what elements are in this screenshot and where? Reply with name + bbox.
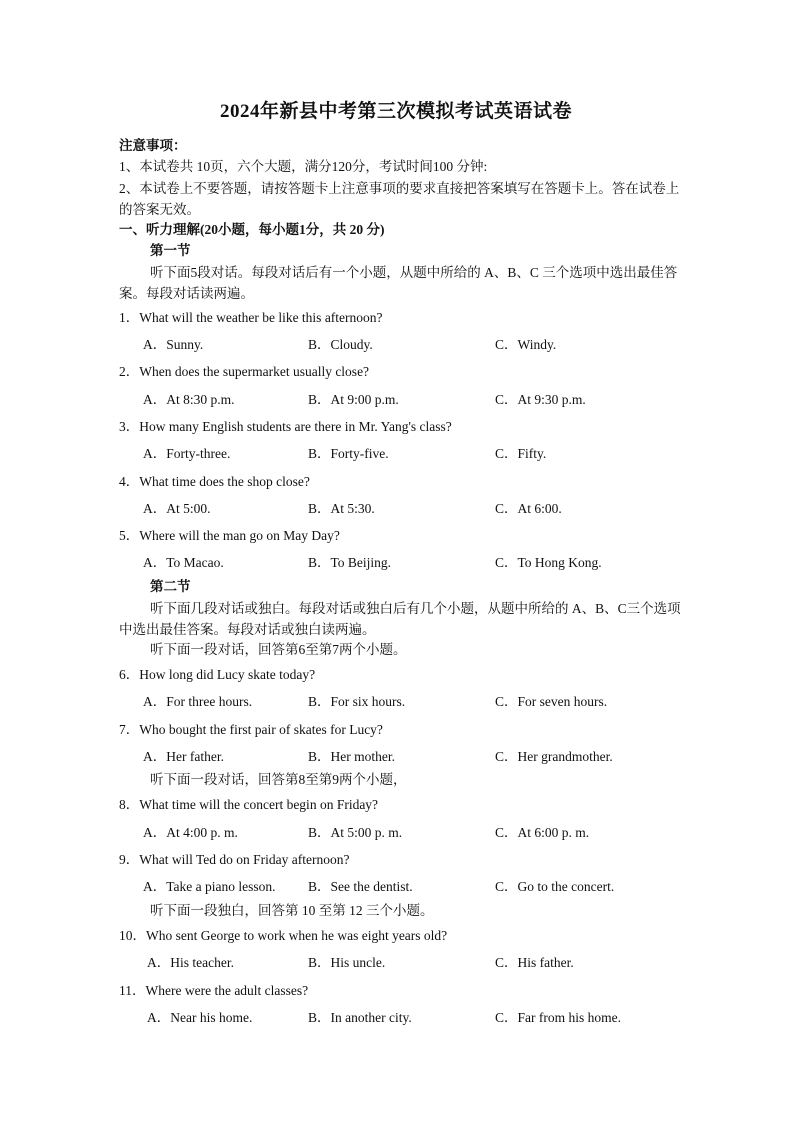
option-b: B．Cloudy. [308,337,373,352]
question-stem: 5．Where will the man go on May Day? [119,528,340,543]
option-c: C．Her grandmother. [495,749,613,764]
part-instruction-2: 听下面几段对话或独白。每段对话或独白后有几个小题，从题中所给的 A、B、C三个选项中选出最佳答案。每段对话或独白读两遍。 [119,601,681,637]
option-a: A．Sunny. [143,337,204,352]
option-a: A．Forty-three. [143,446,231,461]
notice-heading: 注意事项： [119,138,187,153]
option-b: B．In another city. [308,1010,412,1025]
notice-item-1: 1、本试卷共 10页，六个大题，满分120分，考试时间100 分钟: [119,159,488,174]
option-a: A．For three hours. [143,694,253,709]
option-b: B．Forty-five. [308,446,389,461]
option-b: B．To Beijing. [308,555,392,570]
question-stem: 8．What time will the concert begin on Friday? [119,797,379,812]
option-c: C．For seven hours. [495,694,608,709]
question-stem: 10．Who sent George to work when he was eight years old? [119,928,448,943]
option-a: A．Near his home. [147,1010,253,1025]
option-b: B．At 9:00 p.m. [308,392,399,407]
section-heading: 一、听力理解(20小题，每小题1分，共 20 分) [119,222,385,237]
notice-item-2: 2、本试卷上不要答题，请按答题卡上注意事项的要求直接把答案填写在答题卡上。答在试卷上的答案无效。 [119,181,680,217]
option-a: A．Her father. [143,749,224,764]
part-heading-1: 第一节 [150,243,191,258]
option-c: C．Windy. [495,337,557,352]
option-c: C．At 6:00 p. m. [495,825,590,840]
option-c: C．To Hong Kong. [495,555,602,570]
option-b: B．At 5:00 p. m. [308,825,403,840]
sub-instruction-3: 听下面一段独白，回答第 10 至第 12 三个小题。 [150,903,434,918]
question-stem: 7．Who bought the first pair of skates for Lucy? [119,722,383,737]
option-b: B．Her mother. [308,749,395,764]
option-c: C．At 9:30 p.m. [495,392,586,407]
option-c: C．His father. [495,955,574,970]
option-c: C．Fifty. [495,446,547,461]
page-title: 2024年新县中考第三次模拟考试英语试卷 [219,101,572,122]
option-b: B．His uncle. [308,955,386,970]
question-stem: 9．What will Ted do on Friday afternoon? [119,852,350,867]
option-a: A．To Macao. [143,555,224,570]
part-instruction-1: 听下面5段对话。每段对话后有一个小题，从题中所给的 A、B、C 三个选项中选出最佳答案。每段对话读两遍。 [119,265,678,301]
option-c: C．Far from his home. [495,1010,621,1025]
option-c: C．Go to the concert. [495,879,615,894]
option-b: B．For six hours. [308,694,406,709]
option-b: B．At 5:30. [308,501,375,516]
sub-instruction-1: 听下面一段对话，回答第6至第7两个小题。 [150,642,407,657]
option-c: C．At 6:00. [495,501,562,516]
question-stem: 1．What will the weather be like this afternoon? [119,310,383,325]
option-a: A．At 4:00 p. m. [143,825,238,840]
question-stem: 2．When does the supermarket usually close? [119,364,370,379]
part-heading-2: 第二节 [150,579,191,594]
option-b: B．See the dentist. [308,879,413,894]
sub-instruction-2: 听下面一段对话，回答第8至第9两个小题， [150,772,407,787]
option-a: A．Take a piano lesson. [143,879,276,894]
question-stem: 4．What time does the shop close? [119,474,310,489]
option-a: A．His teacher. [147,955,234,970]
option-a: A．At 8:30 p.m. [143,392,235,407]
question-stem: 6．How long did Lucy skate today? [119,667,316,682]
question-stem: 3．How many English students are there in Mr. Yang's class? [119,419,452,434]
question-stem: 11．Where were the adult classes? [119,983,309,998]
option-a: A．At 5:00. [143,501,211,516]
